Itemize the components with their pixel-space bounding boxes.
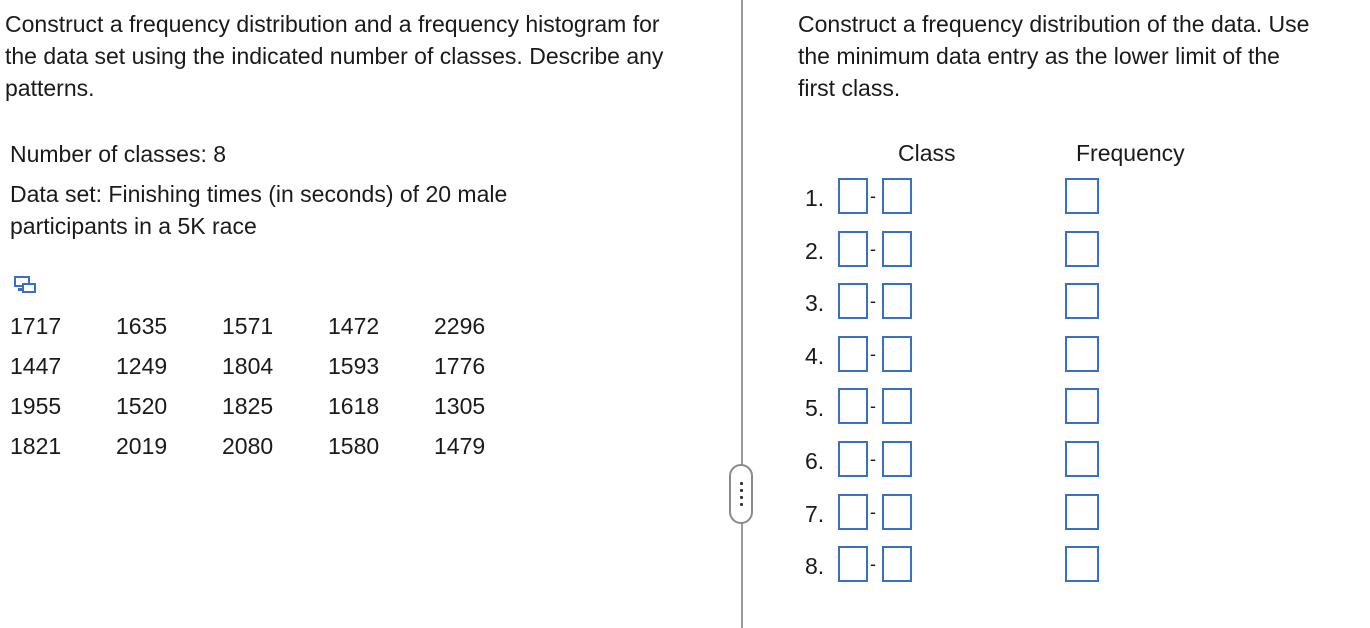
copy-icon-graphic <box>13 275 39 297</box>
data-value: 2019 <box>116 432 168 459</box>
data-set-description: Data set: Finishing times (in seconds) of 20 male participants in a 5K race <box>10 181 508 239</box>
class-upper-limit-input[interactable] <box>882 546 912 582</box>
class-lower-limit-input[interactable] <box>838 441 868 477</box>
data-value: 1618 <box>328 392 380 419</box>
data-value: 1447 <box>10 352 62 379</box>
class-upper-limit-input[interactable] <box>882 441 912 477</box>
class-range-separator: - <box>870 554 876 574</box>
answer-instructions-line-3: first class. <box>798 75 901 101</box>
class-range-separator: - <box>870 344 876 364</box>
answer-instructions <box>798 8 1370 104</box>
data-value: 1825 <box>222 392 274 419</box>
class-upper-limit-input[interactable] <box>882 231 912 267</box>
data-value: 1249 <box>116 352 168 379</box>
class-lower-limit-input[interactable] <box>838 231 868 267</box>
copy-to-clipboard-icon[interactable] <box>13 275 39 297</box>
row-number-label: 7. <box>805 501 825 527</box>
row-number-label: 4. <box>805 343 825 369</box>
row-number-label: 2. <box>805 238 825 264</box>
frequency-input[interactable] <box>1065 231 1099 267</box>
number-of-classes: Number of classes: 8 <box>10 141 227 167</box>
class-lower-limit-input[interactable] <box>838 546 868 582</box>
frequency-input[interactable] <box>1065 178 1099 214</box>
data-row <box>10 426 540 466</box>
data-row <box>10 386 540 426</box>
data-value: 1571 <box>222 312 274 339</box>
frequency-input[interactable] <box>1065 494 1099 530</box>
data-value: 1520 <box>116 392 168 419</box>
question-instructions: Construct a frequency distribution and a frequency histogram for the data set using the indicated number of classes. Describe any patterns. <box>5 11 664 101</box>
class-upper-limit-input[interactable] <box>882 336 912 372</box>
data-value: 1717 <box>10 312 62 339</box>
data-table <box>10 306 540 466</box>
class-column-header: Class <box>898 140 956 166</box>
data-value: 1305 <box>434 392 486 419</box>
class-lower-limit-input[interactable] <box>838 178 868 214</box>
class-upper-limit-input[interactable] <box>882 388 912 424</box>
row-number-label: 5. <box>805 395 825 421</box>
data-value: 1580 <box>328 432 380 459</box>
class-upper-limit-input[interactable] <box>882 283 912 319</box>
class-upper-limit-input[interactable] <box>882 494 912 530</box>
data-value: 1593 <box>328 352 380 379</box>
data-value: 1479 <box>434 432 486 459</box>
frequency-column-header: Frequency <box>1076 140 1185 166</box>
data-value: 2296 <box>434 312 486 339</box>
data-row <box>10 306 540 346</box>
class-range-separator: - <box>870 239 876 259</box>
row-number-label: 3. <box>805 290 825 316</box>
row-number-label: 6. <box>805 448 825 474</box>
data-value: 2080 <box>222 432 274 459</box>
data-value: 1804 <box>222 352 274 379</box>
class-range-separator: - <box>870 291 876 311</box>
class-lower-limit-input[interactable] <box>838 283 868 319</box>
class-range-separator: - <box>870 396 876 416</box>
row-number-label: 1. <box>805 185 825 211</box>
frequency-input[interactable] <box>1065 441 1099 477</box>
class-range-separator: - <box>870 502 876 522</box>
frequency-input[interactable] <box>1065 336 1099 372</box>
class-lower-limit-input[interactable] <box>838 494 868 530</box>
class-range-separator: - <box>870 449 876 469</box>
answer-instructions-line-1: Construct a frequency distribution of the data. Use <box>798 11 1310 37</box>
class-upper-limit-input[interactable] <box>882 178 912 214</box>
data-row <box>10 346 540 386</box>
data-value: 1635 <box>116 312 168 339</box>
data-value: 1955 <box>10 392 62 419</box>
frequency-input[interactable] <box>1065 546 1099 582</box>
class-range-separator: - <box>870 186 876 206</box>
frequency-input[interactable] <box>1065 283 1099 319</box>
class-lower-limit-input[interactable] <box>838 388 868 424</box>
row-number-label: 8. <box>805 553 825 579</box>
data-value: 1776 <box>434 352 486 379</box>
data-value: 1821 <box>10 432 62 459</box>
frequency-input[interactable] <box>1065 388 1099 424</box>
class-lower-limit-input[interactable] <box>838 336 868 372</box>
data-value: 1472 <box>328 312 380 339</box>
answer-instructions-line-2: the minimum data entry as the lower limit of the <box>798 43 1280 69</box>
answer-pane <box>743 0 1370 628</box>
